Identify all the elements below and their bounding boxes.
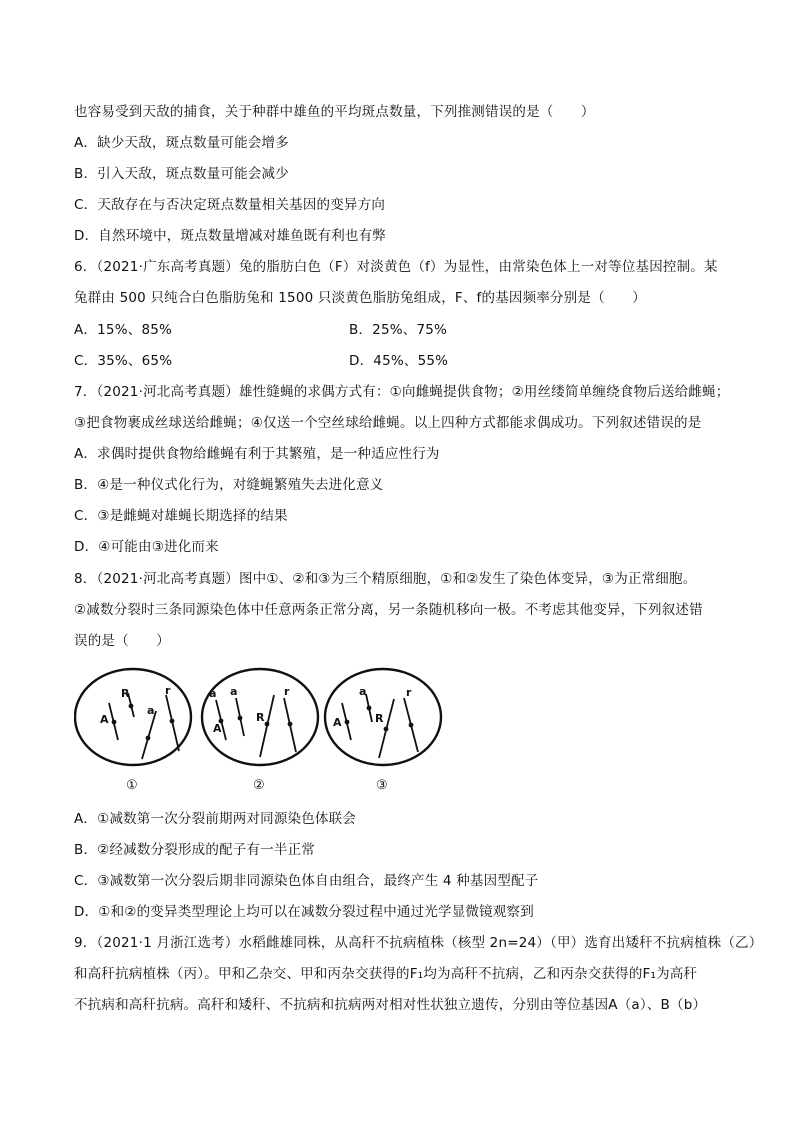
centromere [288,722,293,727]
centromere [112,720,117,725]
q5-option-b: B．引入天敌，斑点数量可能会减少 [74,166,289,182]
gene-label-R: R [121,687,130,700]
gene-label-R: R [375,712,384,725]
q8-stem-line1: 8．（2021·河北高考真题）图中①、②和③为三个精原细胞，①和②发生了染色体变异，③为正常细胞。 [74,571,697,587]
q8-option-b: B．②经减数分裂形成的配子有一半正常 [74,842,315,858]
q8-option-c: C．③减数第一次分裂后期非同源染色体自由组合，最终产生 4 种基因型配子 [74,873,539,889]
q6-stem-line1: 6．（2021·广东高考真题）兔的脂肪白色（F）对淡黄色（f）为显性，由常染色体上一对等位基因控制。某 [74,259,718,275]
cell-label-1: ① [126,778,138,793]
q5-option-a: A．缺少天敌，斑点数量可能会增多 [74,135,289,151]
q7-option-a: A．求偶时提供食物给雌蝇有利于其繁殖，是一种适应性行为 [74,446,440,462]
cell-3-chromosomes [342,694,418,758]
q9-stem-line2: 和高秆抗病植株（丙）。甲和乙杂交、甲和丙杂交获得的F₁均为高秆不抗病，乙和丙杂交获得的F₁为高秆 [74,966,698,982]
q7-option-d: D．④可能由③进化而来 [74,539,219,555]
q5-option-c: C．天敌存在与否决定斑点数量相关基因的变异方向 [74,197,386,213]
chromosome-figure-svg [74,666,454,796]
gene-label-R: R [256,711,265,724]
q6-option-a: A．15%、85% [74,322,173,338]
centromere [238,716,243,721]
centromere [345,720,350,725]
gene-label-A: A [333,716,342,729]
gene-label-r: r [165,684,171,697]
cell-1-chromosomes [109,693,179,759]
q6-option-c: C．35%、65% [74,353,173,369]
centromere [409,723,414,728]
centromere [367,706,372,711]
q8-stem-line2: ②减数分裂时三条同源染色体中任意两条正常分离，另一条随机移向一极。不考虑其他变异，下列叙述错 [74,602,703,618]
cell-1-outline [75,669,191,765]
q8-option-a: A．①减数第一次分裂前期两对同源染色体联会 [74,811,357,827]
q7-stem-line1: 7．（2021·河北高考真题）雄性缝蝇的求偶方式有：①向雌蝇提供食物；②用丝缕简单缠绕食物后送给雌蝇； [74,384,730,400]
gene-label-r: r [406,686,412,699]
cell-label-3: ③ [376,778,388,793]
gene-label-r: r [284,685,290,698]
chromosome-a [142,711,156,759]
gene-label-a: a [147,704,155,717]
centromere [265,722,270,727]
q9-stem-line1: 9．（2021·1 月浙江选考）水稻雌雄同株，从高秆不抗病植株（核型 2n=24）（甲）选育出矮秆不抗病植株（乙） [74,935,763,951]
q6-option-d: D．45%、55% [349,353,449,369]
cell-diagram [74,666,454,796]
centromere [129,704,134,709]
centromere [146,736,151,741]
q8-stem-line3: 误的是（ ） [74,633,170,649]
q5-option-d: D．自然环境中，斑点数量增减对雄鱼既有利也有弊 [74,228,386,244]
cell-2-chromosomes [216,695,296,757]
gene-label-A: A [213,722,222,735]
q8-option-d: D．①和②的变异类型理论上均可以在减数分裂过程中通过光学显微镜观察到 [74,904,534,920]
q7-option-b: B．④是一种仪式化行为，对缝蝇繁殖失去进化意义 [74,477,384,493]
gene-label-a: a [359,685,367,698]
gene-label-a: a [230,685,238,698]
centromere [170,719,175,724]
centromere [384,727,389,732]
q9-stem-line3: 不抗病和高秆抗病。高秆和矮秆、不抗病和抗病两对相对性状独立遗传，分别由等位基因A（a）、B（b） [74,997,707,1013]
q5-stem-continuation: 也容易受到天敌的捕食，关于种群中雄鱼的平均斑点数量，下列推测错误的是（ ） [74,104,595,120]
q7-stem-line2: ③把食物裹成丝球送给雌蝇；④仅送一个空丝球给雌蝇。以上四种方式都能求偶成功。下列叙述错误的是 [74,415,702,431]
q7-option-c: C．③是雌蝇对雄蝇长期选择的结果 [74,508,288,524]
gene-label-A: A [100,713,109,726]
cell-label-2: ② [253,778,265,793]
gene-label-a: a [209,687,217,700]
q6-option-b: B．25%、75% [349,322,448,338]
q6-stem-line2: 兔群由 500 只纯合白色脂肪兔和 1500 只淡黄色脂肪兔组成，F、f的基因频率分别是（ ） [74,290,646,306]
